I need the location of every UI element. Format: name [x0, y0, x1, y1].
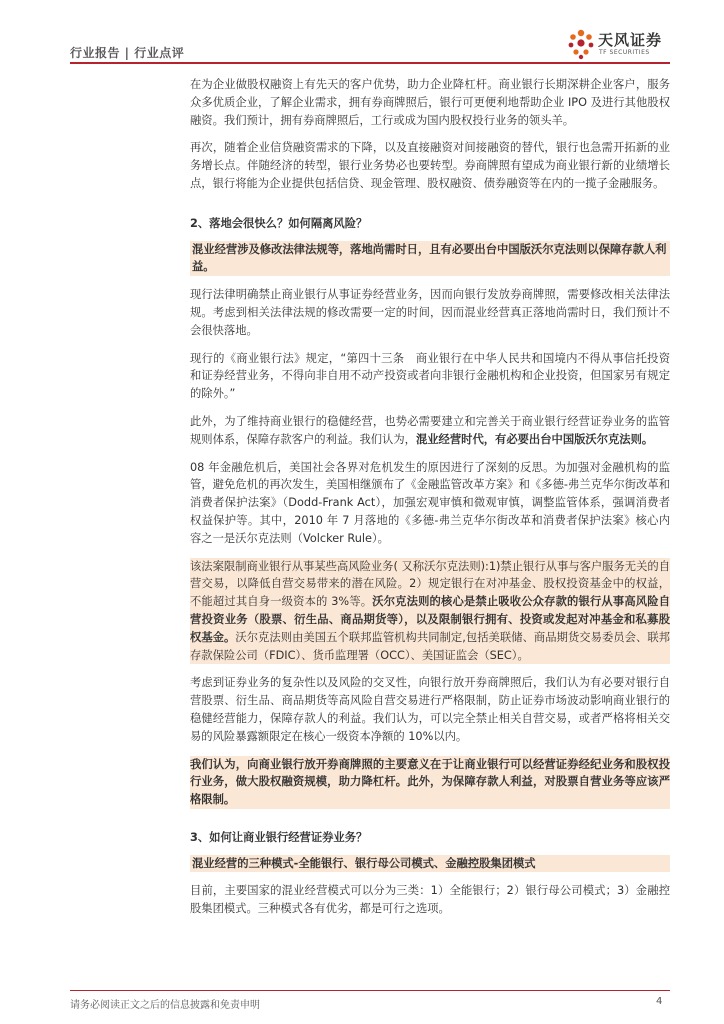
- section-3-title: 3、如何让商业银行经营证券业务？: [190, 830, 368, 844]
- paragraph-regulation-system: [190, 413, 670, 449]
- logo-text-en: TF SECURITIES: [599, 49, 650, 56]
- paragraph-advantage: 在为企业做股权融资上有先天的客户优势，助力企业降杠杆。商业银行长期深耕企业客户，服务众多优质企业，了解企业需求，拥有券商牌照后，银行可更便利地帮助企业 IPO 及进行其他股权融资。我们预计，拥有券商牌照后，工行或成为国内股权投行业务的领头羊。: [190, 78, 670, 127]
- text-normal: 该法案限制商业银行从事某些高风险业务( 又称沃尔克法则):1)禁止银行从事与客户服务无关的自营交易，以降低自营交易带来的潜在风险。2）规定银行在对冲基金、股权投资基金中的权益，不能超过其自身一级资本的 3%等。: [190, 559, 670, 609]
- header-divider: [70, 62, 670, 64]
- main-content: [190, 76, 670, 928]
- text-normal: 此外，为了维持商业银行的稳健经营，也势必需要建立和完善关于商业银行经营证券业务的监管规则体系，保障存款客户的利益。我们认为，: [190, 414, 670, 446]
- paragraph-new-growth: 再次，随着企业信贷融资需求的下降，以及直接融资对间接融资的替代，银行也急需开拓新的业务增长点。伴随经济的转型，银行业务势必也要转型。券商牌照有望成为商业银行新的业绩增长点，银行将能为企业提供包括信贷、现金管理、股权融资、债券融资等在内的一揽子金融服务。: [190, 141, 670, 190]
- paragraph-volcker-rule: [190, 558, 670, 665]
- page-number: 4: [656, 996, 663, 1007]
- paragraph-law-restriction: 现行法律明确禁止商业银行从事证券经营业务，因而向银行发放券商牌照，需要修改相关法律法规。考虑到相关法律法规的修改需要一定的时间，因而混业经营真正落地尚需时日，我们预计不会很快落地。: [190, 288, 670, 337]
- text-bold: 沃尔克法则的核心是禁止吸收公众存款的银行从事高风险自营投资业务（股票、衍生品、商品期货等），以及限制银行拥有、投资或发起对冲基金和私募股权基金。: [190, 595, 670, 644]
- footer-divider: [70, 990, 670, 991]
- paragraph-risk-limit: 考虑到证券业务的复杂性以及风险的交叉性，向银行放开券商牌照后，我们认为有必要对银行自营股票、衍生品、商品期货等高风险自营交易进行严格限制，防止证券市场波动影响商业银行的稳健经营能力，保障存款人的利益。我们认为，可以完全禁止相关自营交易，或者严格将相关交易的风险暴露额限定在核心一级资本净额的 10%以内。: [190, 676, 670, 743]
- logo-flower-icon: [565, 27, 597, 61]
- section-3-highlight: 混业经营的三种模式-全能银行、银行母公司模式、金融控股集团模式: [190, 855, 670, 873]
- company-logo: [565, 27, 675, 61]
- paragraph-conclusion: 我们认为，向商业银行放开券商牌照的主要意义在于让商业银行可以经营证券经纪业务和股权投行业务，做大股权融资规模，助力降杠杆。此外，为保障存款人利益，对股票自营业务等应该严格限制。: [190, 756, 670, 809]
- logo-text-cn: 天风证券: [598, 31, 663, 49]
- page-header: [0, 0, 724, 70]
- paragraph-banking-law: 现行的《商业银行法》规定，“第四十三条 商业银行在中华人民共和国境内不得从事信托投资和证券经营业务，不得向非自用不动产投资或者向非银行金融机构和企业投资，但国家另有规定的除外。”: [190, 351, 670, 401]
- report-category: 行业报告 | 行业点评: [70, 46, 185, 60]
- paragraph-financial-crisis: 08 年金融危机后，美国社会各界对危机发生的原因进行了深刻的反思。为加强对金融机构的监管，避免危机的再次发生，美国相继颁布了《金融监管改革方案》和《多德-弗兰克华尔街改革和消费者保护法案》（Dodd-Frank Act），加强宏观审慎和微观审慎，调整监管体系，强调消费者权益保护等。其中，2010 年 7 月落地的《多德-弗兰克华尔街改革和消费者保护法案》核心内容之一是沃尔克法则（Volcker Rule）。: [190, 460, 670, 545]
- section-2-highlight: 混业经营涉及修改法律法规等，落地尚需时日，且有必要出台中国版沃尔克法则以保障存款人利益。: [190, 241, 670, 277]
- section-2-title: 2、落地会很快么？如何隔离风险？: [190, 216, 368, 230]
- text-bold: 混业经营时代，有必要出台中国版沃尔克法则。: [415, 432, 654, 446]
- paragraph-three-models: 目前，主要国家的混业经营模式可以分为三类：1）全能银行；2）银行母公司模式；3）金融控股集团模式。三种模式各有优劣，都是可行之选项。: [190, 884, 670, 916]
- footer-disclaimer: 请务必阅读正文之后的信息披露和免责申明: [70, 1000, 260, 1011]
- text-normal: 沃尔克法则由美国五个联邦监管机构共同制定,包括美联储、商品期货交易委员会、联邦存款保险公司（FDIC）、货币监理署（OCC）、美国证监会（SEC）。: [190, 630, 670, 662]
